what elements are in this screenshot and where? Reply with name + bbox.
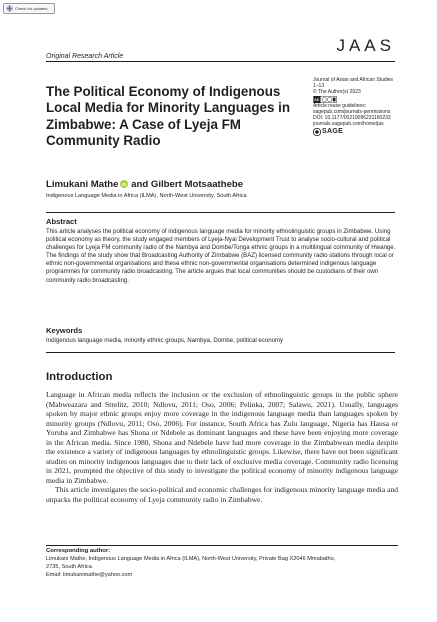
introduction-body xyxy=(46,390,398,505)
sage-logo xyxy=(313,128,409,136)
author-primary: Limukani Mathe xyxy=(46,179,119,190)
abstract-text: This article analyses the political economy of indigenous language media for minority ethnolinguistic groups in Zimbabwe. Using political economy as theory, the study engaged members of Lyeja-Nyai Development Trust to analyse socio-cultural and political challenges for Lyeja FM community radio of the Nambya and Dombe/Tonga ethnic groups in a multilingual community of Hwange. The findings of the study show that Broadcasting Authority of Zimbabwe (BAZ) licensed community radio stations through local or ethnic non-governmental organisations and these ethnic non-governmental organisations determined indigenous language programmes for community radio broadcasting. The article argues that local communities should be custodians of their own community radio broadcasting. xyxy=(46,228,396,284)
journal-meta xyxy=(313,77,409,136)
author-line xyxy=(46,179,243,190)
permissions-link[interactable]: sagepub.com/journals-permissions xyxy=(313,108,391,115)
creative-commons-icon[interactable] xyxy=(313,96,337,103)
svg-text:cc: cc xyxy=(314,96,320,102)
reuse-label: Article reuse guidelines: xyxy=(313,102,367,109)
check-for-updates-badge[interactable] xyxy=(3,3,55,14)
corresponding-author-heading: Corresponding author: xyxy=(46,548,111,554)
abstract-heading: Abstract xyxy=(46,217,77,226)
keywords-heading: Keywords xyxy=(46,326,83,335)
correspondence-address: Limukani Mathe, Indigenous Language Media in Africa (ILMA), North-West University, Private Bag X2046 Mmabatho, xyxy=(46,556,336,562)
copyright: © The Author(s) 2023 xyxy=(313,89,361,96)
affiliation: Indigenous Language Media in Africa (ILMA), North-West University, South Africa xyxy=(46,193,247,199)
corresponding-author-details xyxy=(46,556,398,579)
header-divider xyxy=(46,61,395,62)
journal-name: Journal of Asian and African Studies xyxy=(313,77,394,83)
abstract-top-divider xyxy=(46,212,395,213)
doi[interactable]: DOI: 10.1177/00219096231160233 xyxy=(313,115,391,122)
article-title: The Political Economy of Indigenous Local Media for Minority Languages in Zimbabwe: A Case of Lyeja FM Community Radio xyxy=(46,84,291,149)
license-row xyxy=(313,96,409,103)
introduction-paragraph: Language in African media reflects the inclusion or the exclusion of ethnolinguistic groups in the public sphere (Mabweazara and Strelitz, 2010; Ndlovu, 2011; Oso, 2006; Pelinka, 2007; Salawu, 2021). Usually, languages spoken by major ethnic groups enjoy more coverage in the indigenous language media than languages spoken by minority groups (Ndlovu, 2011; Oso, 2006). For instance, South Africa has Zulu language, Nigeria has Hausa or Yoruba and Zimbabwe has Shona or Ndebele as dominant languages and these have been enjoying more coverage in the African media. Since 1980, Shona and Ndebele have had more coverage in the Zimbabwean media despite the existence a variety of indigenous languages by ethnolinguistic groups. Likewise, there have not been significant studies on minority indigenous languages due to their lack of exclusive media coverage. Community radio licensing in 2021, prompted the objective of this study to investigate the political economy of minority indigenous language media in Zimbabwe. xyxy=(46,390,398,485)
check-for-updates-label: Check for updates xyxy=(15,6,48,11)
correspondence-postcode: 2735, South Africa. xyxy=(46,563,94,570)
publisher-name: SAGE xyxy=(322,128,344,136)
svg-text:iD: iD xyxy=(121,182,127,188)
keywords-bottom-divider xyxy=(46,352,395,353)
keywords-text: Indigenous language media, minority ethnic groups, Nambya, Dombe, political economy xyxy=(46,337,284,344)
journal-logo: JAAS xyxy=(336,36,395,55)
page-range: 1–13 xyxy=(313,83,325,90)
crossmark-icon xyxy=(6,5,13,12)
introduction-paragraph: This article investigates the socio-political and economic challenges for indigenous minority language media and unpacks the political economy of Lyeja community radio in Zimbabwe. xyxy=(46,485,398,505)
orcid-icon[interactable] xyxy=(120,180,128,188)
author-secondary: and Gilbert Motsaathebe xyxy=(128,179,244,190)
introduction-heading: Introduction xyxy=(46,371,113,383)
correspondence-email[interactable]: Email: limukanimathe@yahoo.com xyxy=(46,571,133,578)
article-type: Original Research Article xyxy=(46,53,124,60)
journal-home-link[interactable]: journals.sagepub.com/home/jas xyxy=(313,121,384,128)
sage-emblem-icon xyxy=(313,128,321,136)
footnote-divider xyxy=(46,545,398,546)
